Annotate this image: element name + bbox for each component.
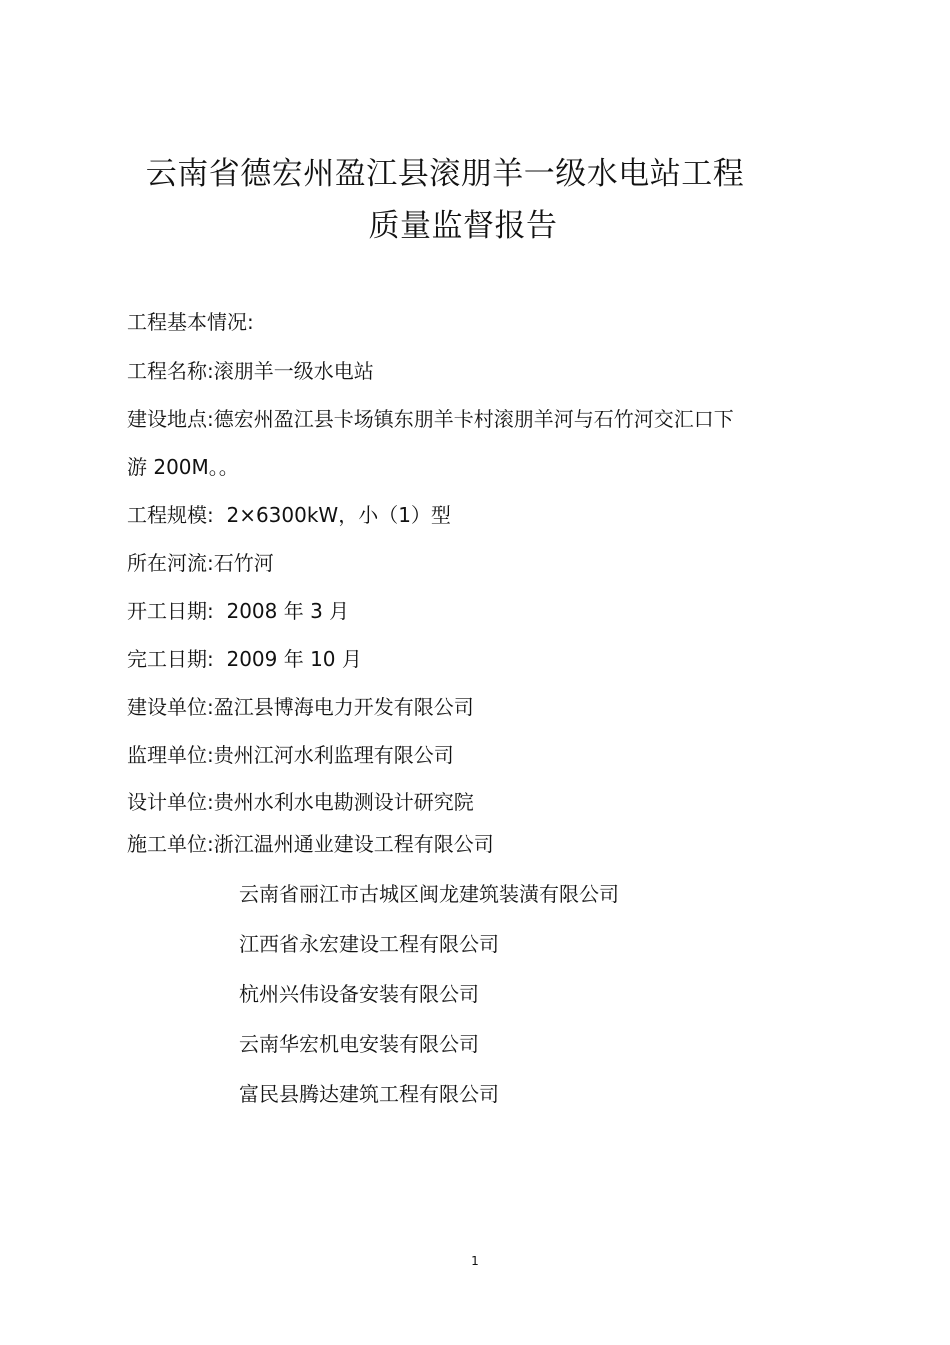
field-value: 浙江温州通业建设工程有限公司 (213, 832, 494, 856)
field-value: 滚朋羊一级水电站 (213, 359, 374, 383)
field-designer (127, 790, 474, 814)
field-label: 工程名称: (127, 359, 214, 383)
page-number: 1 (471, 1254, 479, 1268)
field-end-date (127, 647, 362, 671)
field-supervisor (127, 743, 454, 767)
field-contractor (127, 832, 494, 856)
document-title-line-1: 云南省德宏州盈江县滚朋羊一级水电站工程 (145, 156, 745, 192)
field-value: 贵州水利水电勘测设计研究院 (213, 790, 474, 814)
field-owner (127, 695, 474, 719)
section-heading: 工程基本情况: (127, 310, 254, 334)
field-location (127, 407, 734, 431)
field-river (127, 551, 274, 575)
field-label: 所在河流: (127, 551, 214, 575)
field-label: 建设地点: (127, 407, 214, 431)
document-title-line-2: 质量监督报告 (368, 208, 558, 244)
field-label: 施工单位: (127, 832, 214, 856)
field-value: 贵州江河水利监理有限公司 (213, 743, 454, 767)
field-label: 建设单位: (127, 695, 214, 719)
field-location-continuation: 游 200M。。 (127, 455, 239, 479)
contractor-item: 江西省永宏建设工程有限公司 (239, 932, 499, 956)
field-value: 盈江县博海电力开发有限公司 (213, 695, 474, 719)
field-scale (127, 503, 451, 527)
field-label: 设计单位: (127, 790, 214, 814)
contractor-item: 富民县腾达建筑工程有限公司 (239, 1082, 499, 1106)
field-value: 石竹河 (213, 551, 274, 575)
field-value: 2008 年 3 月 (213, 599, 350, 623)
contractor-item: 杭州兴伟设备安装有限公司 (239, 982, 479, 1006)
field-value: 德宏州盈江县卡场镇东朋羊卡村滚朋羊河与石竹河交汇口下 (213, 407, 734, 431)
field-label: 完工日期: (127, 647, 214, 671)
field-value: 2009 年 10 月 (213, 647, 362, 671)
contractor-item: 云南华宏机电安装有限公司 (239, 1032, 479, 1056)
field-label: 开工日期: (127, 599, 214, 623)
contractor-item: 云南省丽江市古城区闽龙建筑装潢有限公司 (239, 882, 619, 906)
field-label: 工程规模: (127, 503, 214, 527)
field-label: 监理单位: (127, 743, 214, 767)
field-start-date (127, 599, 349, 623)
field-value: 2×6300kW，小（1）型 (213, 503, 451, 527)
field-project-name (127, 359, 374, 383)
